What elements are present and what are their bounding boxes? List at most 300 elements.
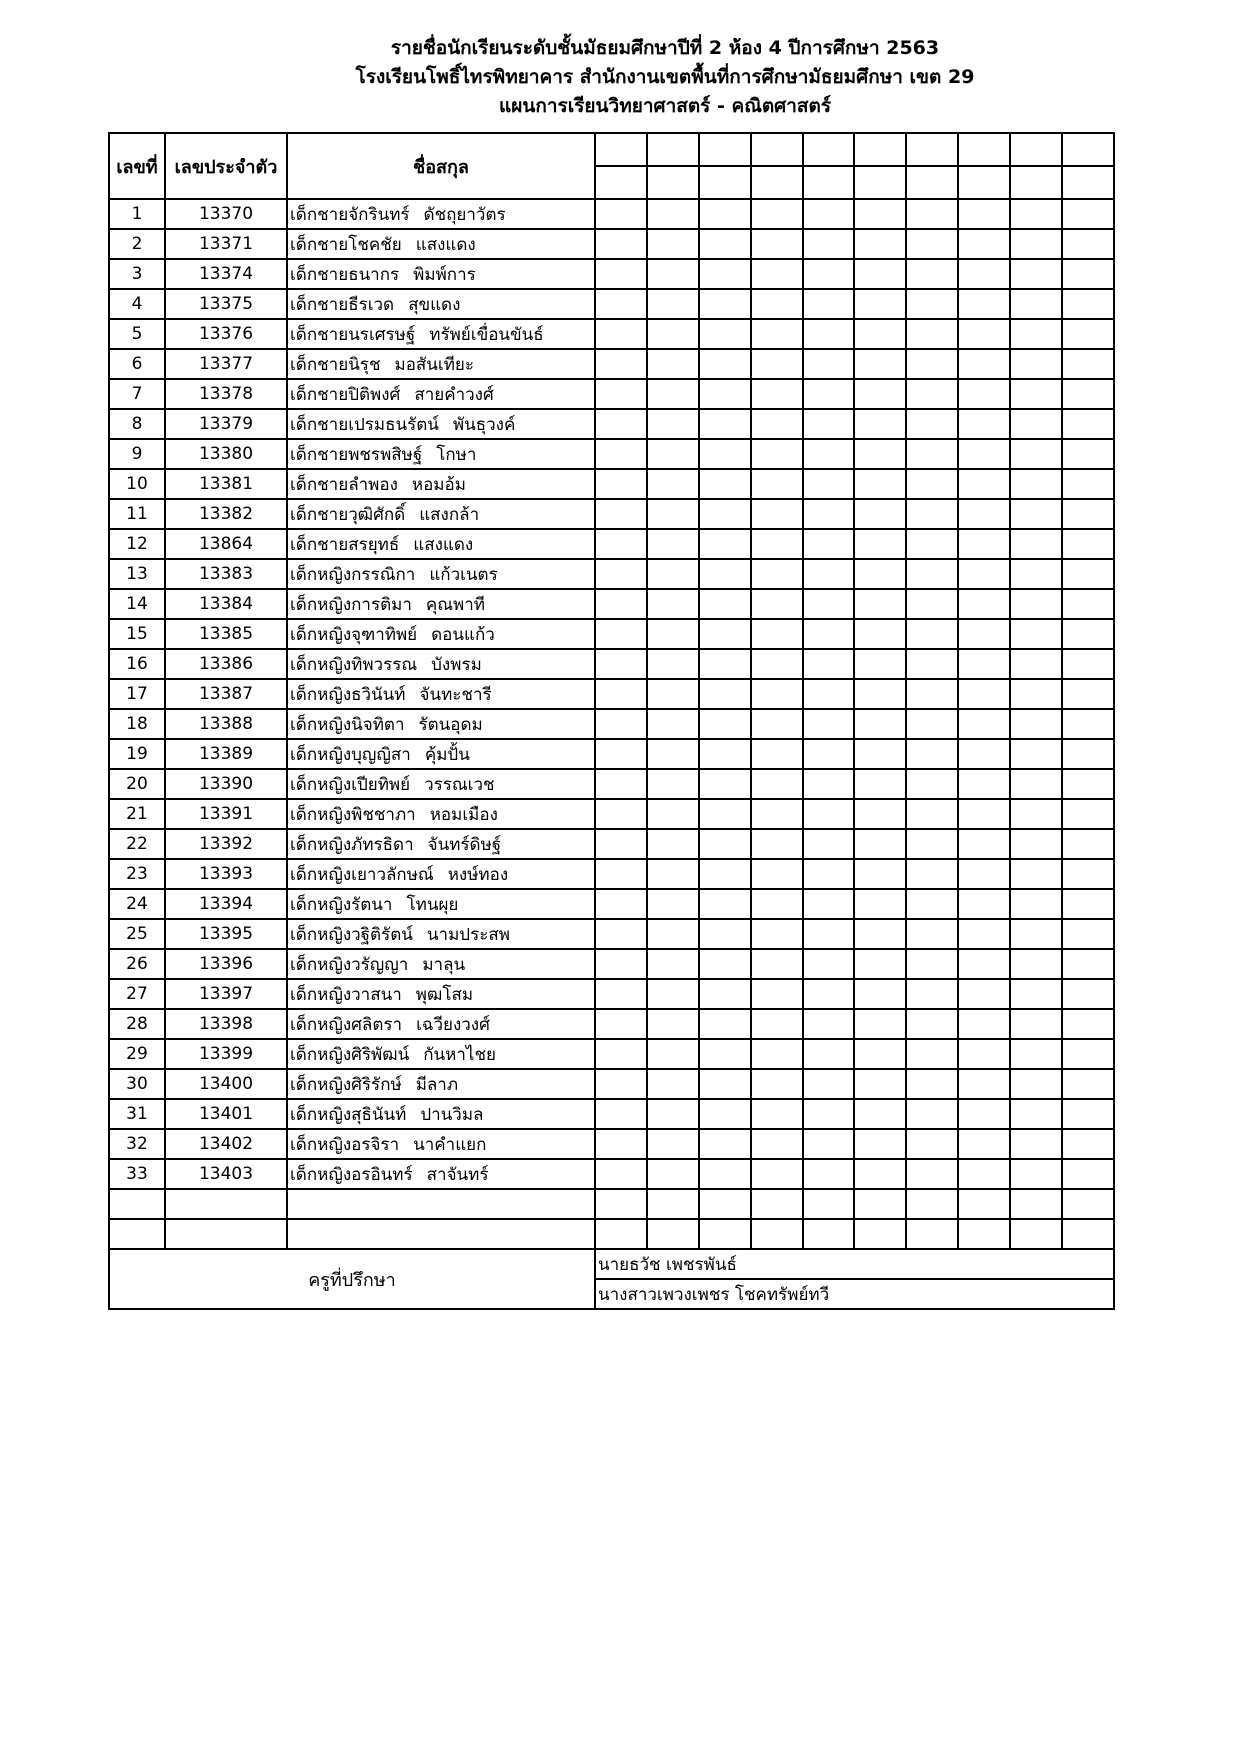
student-id: 13384 (165, 589, 287, 619)
score-cell (803, 769, 855, 799)
student-last-name: สายคำวงศ์ (414, 384, 494, 405)
score-cell (751, 739, 803, 769)
blank-header-cell (1010, 133, 1062, 166)
student-first-name: เด็กหญิงทิพวรรณ (290, 654, 418, 675)
score-cell (1010, 1099, 1062, 1129)
score-cell (1062, 829, 1114, 859)
empty-cell (854, 1189, 906, 1219)
student-last-name: ทรัพย์เขื่อนขันธ์ (429, 324, 544, 345)
score-cell (803, 619, 855, 649)
score-cell (958, 199, 1010, 229)
student-id: 13378 (165, 379, 287, 409)
student-id: 13394 (165, 889, 287, 919)
table-row (109, 1009, 1114, 1039)
score-cell (1062, 439, 1114, 469)
student-id: 13375 (165, 289, 287, 319)
score-cell (854, 319, 906, 349)
score-cell (595, 979, 647, 1009)
score-cell (906, 619, 958, 649)
student-last-name: สุขแดง (408, 294, 461, 315)
score-cell (1062, 559, 1114, 589)
score-cell (958, 499, 1010, 529)
score-cell (958, 319, 1010, 349)
score-cell (906, 739, 958, 769)
student-number: 8 (109, 409, 165, 439)
student-number: 11 (109, 499, 165, 529)
table-row (109, 799, 1114, 829)
student-id: 13377 (165, 349, 287, 379)
student-first-name: เด็กหญิงจุฑาทิพย์ (290, 624, 418, 645)
score-cell (906, 889, 958, 919)
score-cell (699, 949, 751, 979)
score-cell (699, 289, 751, 319)
score-cell (958, 649, 1010, 679)
score-cell (751, 859, 803, 889)
score-cell (803, 319, 855, 349)
score-cell (1010, 559, 1062, 589)
score-cell (751, 679, 803, 709)
student-last-name: แก้วเนตร (429, 564, 498, 585)
student-id: 13402 (165, 1129, 287, 1159)
score-cell (1010, 889, 1062, 919)
student-last-name: ปานวิมล (420, 1104, 484, 1125)
student-first-name: เด็กหญิงวาสนา (290, 984, 402, 1005)
score-cell (803, 709, 855, 739)
score-cell (1062, 649, 1114, 679)
score-cell (803, 289, 855, 319)
score-cell (647, 1159, 699, 1189)
student-number: 5 (109, 319, 165, 349)
student-last-name: แสงกล้า (419, 504, 480, 525)
score-cell (751, 889, 803, 919)
student-name (287, 379, 595, 409)
score-cell (751, 1039, 803, 1069)
score-cell (699, 199, 751, 229)
score-cell (906, 439, 958, 469)
score-cell (751, 709, 803, 739)
table-row (109, 229, 1114, 259)
student-number: 3 (109, 259, 165, 289)
student-first-name: เด็กหญิงศลิตรา (290, 1014, 403, 1035)
student-id: 13379 (165, 409, 287, 439)
student-first-name: เด็กหญิงศิริพัฒน์ (290, 1044, 410, 1065)
student-name (287, 679, 595, 709)
student-name (287, 799, 595, 829)
score-cell (854, 259, 906, 289)
score-cell (647, 1009, 699, 1039)
score-cell (751, 379, 803, 409)
score-cell (803, 1009, 855, 1039)
score-cell (854, 1129, 906, 1159)
score-cell (906, 859, 958, 889)
score-cell (854, 379, 906, 409)
student-number: 16 (109, 649, 165, 679)
score-cell (1062, 349, 1114, 379)
empty-cell (699, 1219, 751, 1249)
score-cell (647, 769, 699, 799)
score-cell (803, 889, 855, 919)
score-cell (958, 559, 1010, 589)
score-cell (803, 679, 855, 709)
score-cell (958, 889, 1010, 919)
score-cell (595, 799, 647, 829)
col-header-student-id: เลขประจำตัว (165, 133, 287, 199)
score-cell (803, 949, 855, 979)
score-cell (803, 499, 855, 529)
score-cell (803, 469, 855, 499)
score-cell (906, 1039, 958, 1069)
score-cell (906, 1069, 958, 1099)
score-cell (1010, 469, 1062, 499)
score-cell (854, 559, 906, 589)
student-id: 13381 (165, 469, 287, 499)
blank-header-cell (803, 166, 855, 199)
score-cell (751, 979, 803, 1009)
score-cell (1010, 229, 1062, 259)
student-name (287, 979, 595, 1009)
student-name (287, 709, 595, 739)
blank-header-cell (1062, 133, 1114, 166)
score-cell (751, 1069, 803, 1099)
teacher-row (109, 1249, 1114, 1279)
student-name (287, 199, 595, 229)
score-cell (1062, 889, 1114, 919)
score-cell (958, 229, 1010, 259)
student-number: 15 (109, 619, 165, 649)
student-id: 13395 (165, 919, 287, 949)
table-header-row (109, 133, 1114, 166)
empty-cell (647, 1189, 699, 1219)
score-cell (906, 259, 958, 289)
blank-header-cell (751, 166, 803, 199)
score-cell (595, 379, 647, 409)
score-cell (699, 409, 751, 439)
score-cell (1010, 199, 1062, 229)
score-cell (854, 739, 906, 769)
score-cell (958, 679, 1010, 709)
score-cell (906, 1009, 958, 1039)
table-row (109, 439, 1114, 469)
score-cell (647, 679, 699, 709)
student-name (287, 529, 595, 559)
score-cell (751, 919, 803, 949)
table-row (109, 679, 1114, 709)
empty-cell (595, 1219, 647, 1249)
blank-header-cell (595, 166, 647, 199)
student-id: 13400 (165, 1069, 287, 1099)
score-cell (1010, 529, 1062, 559)
score-cell (906, 289, 958, 319)
score-cell (906, 1099, 958, 1129)
score-cell (1062, 709, 1114, 739)
score-cell (751, 1159, 803, 1189)
score-cell (595, 529, 647, 559)
score-cell (595, 619, 647, 649)
student-first-name: เด็กหญิงรัตนา (290, 894, 393, 915)
score-cell (854, 199, 906, 229)
score-cell (958, 619, 1010, 649)
score-cell (906, 679, 958, 709)
score-cell (1062, 259, 1114, 289)
student-first-name: เด็กหญิงนิจทิตา (290, 714, 405, 735)
empty-cell (1062, 1189, 1114, 1219)
score-cell (854, 679, 906, 709)
score-cell (1010, 379, 1062, 409)
score-cell (854, 1039, 906, 1069)
score-cell (958, 949, 1010, 979)
score-cell (1062, 1099, 1114, 1129)
blank-header-cell (1062, 166, 1114, 199)
table-row (109, 1159, 1114, 1189)
student-last-name: รัตนอุดม (418, 714, 483, 735)
score-cell (1010, 739, 1062, 769)
student-name (287, 1129, 595, 1159)
student-number: 18 (109, 709, 165, 739)
score-cell (647, 619, 699, 649)
student-last-name: โกษา (436, 444, 477, 465)
score-cell (699, 469, 751, 499)
score-cell (647, 439, 699, 469)
score-cell (647, 979, 699, 1009)
score-cell (906, 769, 958, 799)
score-cell (803, 799, 855, 829)
table-row (109, 1069, 1114, 1099)
student-name (287, 409, 595, 439)
score-cell (751, 259, 803, 289)
score-cell (1010, 919, 1062, 949)
empty-cell (109, 1189, 165, 1219)
table-row (109, 349, 1114, 379)
score-cell (1010, 319, 1062, 349)
score-cell (1010, 649, 1062, 679)
score-cell (751, 949, 803, 979)
score-cell (751, 319, 803, 349)
student-number: 7 (109, 379, 165, 409)
blank-header-cell (699, 133, 751, 166)
student-last-name: มาลุน (422, 954, 466, 975)
blank-header-cell (958, 166, 1010, 199)
table-row (109, 919, 1114, 949)
score-cell (699, 979, 751, 1009)
score-cell (803, 529, 855, 559)
score-cell (803, 349, 855, 379)
score-cell (699, 619, 751, 649)
score-cell (1062, 1129, 1114, 1159)
score-cell (595, 829, 647, 859)
score-cell (854, 1099, 906, 1129)
score-cell (1062, 1159, 1114, 1189)
score-cell (854, 829, 906, 859)
table-row (109, 889, 1114, 919)
student-id: 13387 (165, 679, 287, 709)
student-name (287, 649, 595, 679)
score-cell (595, 919, 647, 949)
score-cell (854, 769, 906, 799)
score-cell (854, 1159, 906, 1189)
table-row (109, 289, 1114, 319)
blank-header-cell (803, 133, 855, 166)
score-cell (595, 1159, 647, 1189)
score-cell (751, 409, 803, 439)
student-last-name: ดัชถุยาวัตร (423, 204, 506, 225)
empty-cell (803, 1189, 855, 1219)
empty-cell (109, 1219, 165, 1249)
blank-header-cell (647, 166, 699, 199)
student-first-name: เด็กชายธีรเวด (290, 294, 395, 315)
score-cell (1010, 589, 1062, 619)
blank-header-cell (906, 133, 958, 166)
score-cell (906, 199, 958, 229)
score-cell (1062, 739, 1114, 769)
score-cell (958, 859, 1010, 889)
student-id: 13388 (165, 709, 287, 739)
score-cell (1062, 229, 1114, 259)
student-name (287, 439, 595, 469)
student-number: 2 (109, 229, 165, 259)
table-row (109, 619, 1114, 649)
student-number: 28 (109, 1009, 165, 1039)
student-first-name: เด็กชายเปรมธนรัตน์ (290, 414, 439, 435)
score-cell (595, 409, 647, 439)
student-id: 13390 (165, 769, 287, 799)
score-cell (1062, 949, 1114, 979)
score-cell (1010, 259, 1062, 289)
empty-cell (287, 1189, 595, 1219)
student-name (287, 349, 595, 379)
score-cell (699, 1129, 751, 1159)
student-number: 33 (109, 1159, 165, 1189)
score-cell (906, 709, 958, 739)
score-cell (699, 1009, 751, 1039)
score-cell (1010, 499, 1062, 529)
student-last-name: โทนผุย (406, 894, 459, 915)
score-cell (803, 919, 855, 949)
score-cell (803, 1159, 855, 1189)
score-cell (647, 949, 699, 979)
score-cell (751, 529, 803, 559)
student-id: 13370 (165, 199, 287, 229)
score-cell (751, 1009, 803, 1039)
score-cell (1062, 529, 1114, 559)
score-cell (958, 1159, 1010, 1189)
score-cell (958, 529, 1010, 559)
score-cell (699, 1069, 751, 1099)
score-cell (647, 199, 699, 229)
score-cell (803, 979, 855, 1009)
score-cell (906, 379, 958, 409)
score-cell (699, 349, 751, 379)
score-cell (647, 1129, 699, 1159)
score-cell (1062, 979, 1114, 1009)
score-cell (958, 709, 1010, 739)
empty-cell (958, 1189, 1010, 1219)
score-cell (595, 349, 647, 379)
score-cell (1010, 409, 1062, 439)
score-cell (906, 949, 958, 979)
score-cell (803, 379, 855, 409)
student-last-name: มอสันเทียะ (394, 354, 475, 375)
score-cell (595, 469, 647, 499)
empty-cell (165, 1219, 287, 1249)
score-cell (751, 1099, 803, 1129)
score-cell (647, 589, 699, 619)
table-row (109, 1129, 1114, 1159)
student-id: 13380 (165, 439, 287, 469)
score-cell (958, 739, 1010, 769)
score-cell (751, 499, 803, 529)
score-cell (803, 1069, 855, 1099)
score-cell (1010, 1129, 1062, 1159)
empty-cell (751, 1219, 803, 1249)
score-cell (595, 889, 647, 919)
score-cell (647, 829, 699, 859)
student-first-name: เด็กชายพชรพสิษฐ์ (290, 444, 423, 465)
student-last-name: พิมพ์การ (413, 264, 476, 285)
student-name (287, 1159, 595, 1189)
empty-cell (699, 1189, 751, 1219)
score-cell (854, 439, 906, 469)
score-cell (647, 409, 699, 439)
student-last-name: หอมอ้ม (411, 474, 466, 495)
student-id: 13398 (165, 1009, 287, 1039)
table-row (109, 199, 1114, 229)
blank-header-cell (595, 133, 647, 166)
table-row (109, 649, 1114, 679)
score-cell (958, 289, 1010, 319)
student-name (287, 859, 595, 889)
score-cell (751, 829, 803, 859)
score-cell (647, 529, 699, 559)
table-row (109, 739, 1114, 769)
score-cell (595, 859, 647, 889)
score-cell (595, 649, 647, 679)
student-last-name: บังพรม (431, 654, 482, 675)
score-cell (647, 1099, 699, 1129)
student-id: 13399 (165, 1039, 287, 1069)
score-cell (906, 559, 958, 589)
score-cell (803, 259, 855, 289)
empty-cell (287, 1219, 595, 1249)
score-cell (906, 409, 958, 439)
score-cell (647, 649, 699, 679)
score-cell (803, 589, 855, 619)
score-cell (647, 259, 699, 289)
student-last-name: นามประสพ (426, 924, 510, 945)
student-number: 25 (109, 919, 165, 949)
score-cell (647, 349, 699, 379)
score-cell (595, 1099, 647, 1129)
score-cell (906, 229, 958, 259)
score-cell (803, 829, 855, 859)
score-cell (699, 1159, 751, 1189)
score-cell (751, 559, 803, 589)
student-name (287, 589, 595, 619)
score-cell (1062, 769, 1114, 799)
student-first-name: เด็กหญิงศิริรักษ์ (290, 1074, 402, 1095)
score-cell (699, 439, 751, 469)
score-cell (699, 769, 751, 799)
student-id: 13864 (165, 529, 287, 559)
student-roster-table (108, 132, 1115, 1310)
score-cell (647, 709, 699, 739)
score-cell (751, 469, 803, 499)
score-cell (1010, 859, 1062, 889)
score-cell (699, 859, 751, 889)
student-first-name: เด็กชายโชคชัย (290, 234, 402, 255)
score-cell (595, 559, 647, 589)
score-cell (854, 409, 906, 439)
score-cell (906, 589, 958, 619)
